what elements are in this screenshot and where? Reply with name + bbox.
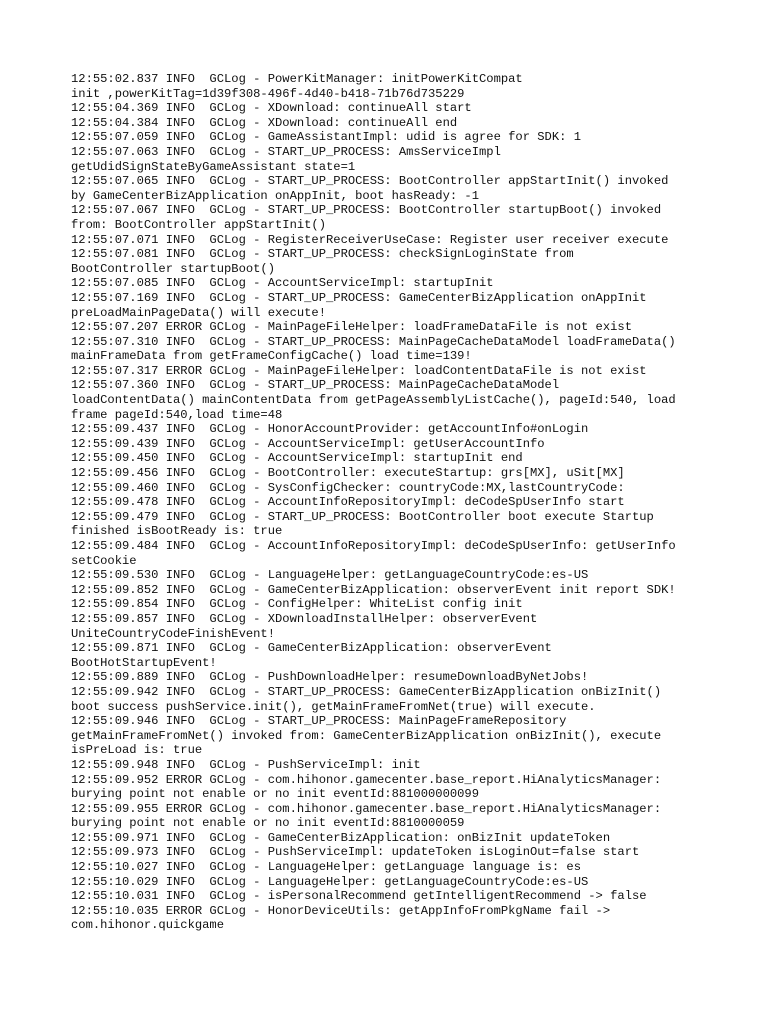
log-line: 12:55:07.065 INFO GCLog - START_UP_PROCESS: BootController appStartInit() invoked — [71, 174, 669, 189]
log-line: 12:55:07.067 INFO GCLog - START_UP_PROCESS: BootController startupBoot() invoked — [71, 203, 662, 218]
log-line: 12:55:10.031 INFO GCLog - isPersonalRecommend getIntelligentRecommend -> false — [71, 889, 647, 904]
log-line: 12:55:10.035 ERROR GCLog - HonorDeviceUtils: getAppInfoFromPkgName fail -> — [71, 903, 611, 918]
log-line: 12:55:09.854 INFO GCLog - ConfigHelper: WhiteList config init — [71, 597, 523, 612]
log-line: 12:55:07.207 ERROR GCLog - MainPageFileHelper: loadFrameDataFile is not exist — [71, 320, 632, 335]
log-line: 12:55:09.857 INFO GCLog - XDownloadInstallHelper: observerEvent — [71, 611, 538, 626]
log-line: BootController startupBoot() — [71, 261, 275, 276]
log-line: 12:55:09.952 ERROR GCLog - com.hihonor.gamecenter.base_report.HiAnalyticsManager: — [71, 772, 662, 787]
log-line: BootHotStartupEvent! — [71, 655, 217, 670]
log-line: 12:55:09.973 INFO GCLog - PushServiceImpl: updateToken isLoginOut=false start — [71, 845, 640, 860]
log-document — [71, 72, 711, 933]
log-line: burying point not enable or no init eventId:8810000059 — [71, 816, 465, 831]
log-line: isPreLoad is: true — [71, 743, 203, 758]
log-line: 12:55:09.456 INFO GCLog - BootController: executeStartup: grs[MX], uSit[MX] — [71, 466, 625, 481]
log-line: 12:55:07.071 INFO GCLog - RegisterReceiverUseCase: Register user receiver execute — [71, 232, 669, 247]
log-line: boot success pushService.init(), getMainFrameFromNet(true) will execute. — [71, 699, 596, 714]
log-line: finished isBootReady is: true — [71, 524, 283, 539]
log-line: init ,powerKitTag=1d39f308-496f-4d40-b418-71b76d735229 — [71, 86, 465, 101]
log-line: 12:55:07.081 INFO GCLog - START_UP_PROCESS: checkSignLoginState from — [71, 247, 574, 262]
log-line: mainFrameData from getFrameConfigCache() load time=139! — [71, 349, 472, 364]
log-line: 12:55:07.063 INFO GCLog - START_UP_PROCESS: AmsServiceImpl — [71, 144, 501, 159]
log-line: 12:55:04.384 INFO GCLog - XDownload: continueAll end — [71, 115, 458, 130]
log-line: frame pageId:540,load time=48 — [71, 407, 283, 422]
log-line: 12:55:09.479 INFO GCLog - START_UP_PROCESS: BootController boot execute Startup — [71, 509, 654, 524]
log-line: 12:55:07.169 INFO GCLog - START_UP_PROCESS: GameCenterBizApplication onAppInit — [71, 290, 647, 305]
log-line: 12:55:09.971 INFO GCLog - GameCenterBizApplication: onBizInit updateToken — [71, 830, 611, 845]
log-line: 12:55:09.460 INFO GCLog - SysConfigChecker: countryCode:MX,lastCountryCode: — [71, 480, 625, 495]
log-line: 12:55:07.317 ERROR GCLog - MainPageFileHelper: loadContentDataFile is not exist — [71, 363, 647, 378]
log-line: UniteCountryCodeFinishEvent! — [71, 626, 275, 641]
log-line: 12:55:07.310 INFO GCLog - START_UP_PROCESS: MainPageCacheDataModel loadFrameData() — [71, 334, 676, 349]
log-line: burying point not enable or no init eventId:881000000099 — [71, 787, 479, 802]
log-line: loadContentData() mainContentData from getPageAssemblyListCache(), pageId:540, load — [71, 393, 676, 408]
log-line: 12:55:09.871 INFO GCLog - GameCenterBizApplication: observerEvent — [71, 641, 552, 656]
log-line: 12:55:10.029 INFO GCLog - LanguageHelper: getLanguageCountryCode:es-US — [71, 874, 589, 889]
log-line: 12:55:10.027 INFO GCLog - LanguageHelper: getLanguage language is: es — [71, 860, 581, 875]
log-line: 12:55:07.059 INFO GCLog - GameAssistantImpl: udid is agree for SDK: 1 — [71, 130, 581, 145]
log-line: 12:55:07.085 INFO GCLog - AccountServiceImpl: startupInit — [71, 276, 494, 291]
log-line: 12:55:09.437 INFO GCLog - HonorAccountProvider: getAccountInfo#onLogin — [71, 422, 589, 437]
log-line: 12:55:02.837 INFO GCLog - PowerKitManager: initPowerKitCompat — [71, 72, 523, 86]
log-line: 12:55:09.948 INFO GCLog - PushServiceImpl: init — [71, 757, 421, 772]
log-line: from: BootController appStartInit() — [71, 217, 326, 232]
log-line: 12:55:09.946 INFO GCLog - START_UP_PROCESS: MainPageFrameRepository — [71, 714, 567, 729]
log-line: 12:55:07.360 INFO GCLog - START_UP_PROCESS: MainPageCacheDataModel — [71, 378, 560, 393]
log-line: 12:55:09.450 INFO GCLog - AccountServiceImpl: startupInit end — [71, 451, 523, 466]
log-line: preLoadMainPageData() will execute! — [71, 305, 326, 320]
log-line: 12:55:04.369 INFO GCLog - XDownload: continueAll start — [71, 101, 472, 116]
log-line: 12:55:09.439 INFO GCLog - AccountServiceImpl: getUserAccountInfo — [71, 436, 545, 451]
log-line: by GameCenterBizApplication onAppInit, boot hasReady: -1 — [71, 188, 479, 203]
log-line: getMainFrameFromNet() invoked from: GameCenterBizApplication onBizInit(), execute — [71, 728, 662, 743]
log-line: com.hihonor.quickgame — [71, 918, 224, 933]
log-line: 12:55:09.942 INFO GCLog - START_UP_PROCESS: GameCenterBizApplication onBizInit() — [71, 684, 662, 699]
log-line: 12:55:09.530 INFO GCLog - LanguageHelper: getLanguageCountryCode:es-US — [71, 568, 589, 583]
log-line: 12:55:09.484 INFO GCLog - AccountInfoRepositoryImpl: deCodeSpUserInfo: getUserInfo — [71, 539, 676, 553]
log-line: 12:55:09.955 ERROR GCLog - com.hihonor.gamecenter.base_report.HiAnalyticsManager: — [71, 801, 662, 816]
log-line: 12:55:09.478 INFO GCLog - AccountInfoRepositoryImpl: deCodeSpUserInfo start — [71, 495, 625, 510]
log-line: 12:55:09.852 INFO GCLog - GameCenterBizApplication: observerEvent init report SDK! — [71, 582, 676, 597]
log-line: setCookie — [71, 553, 137, 568]
log-line: getUdidSignStateByGameAssistant state=1 — [71, 159, 356, 174]
log-line: 12:55:09.889 INFO GCLog - PushDownloadHelper: resumeDownloadByNetJobs! — [71, 670, 589, 685]
